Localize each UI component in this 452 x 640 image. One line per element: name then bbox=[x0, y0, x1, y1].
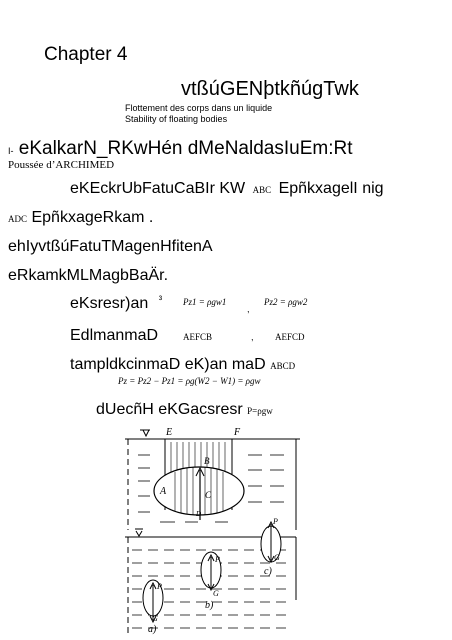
label-a-case: a) bbox=[148, 624, 157, 635]
comma: , bbox=[251, 332, 254, 342]
label-p-a: P bbox=[157, 582, 162, 591]
chapter-heading: Chapter 4 bbox=[44, 44, 128, 65]
lower-diagram bbox=[125, 522, 296, 636]
chapter-title: vtßúGENþtkñúgTwk bbox=[181, 78, 359, 100]
text-run: EpñkxagelI nig bbox=[278, 180, 384, 197]
upper-diagram bbox=[125, 430, 300, 530]
text-run: eKsresr)an bbox=[70, 295, 149, 312]
equation-text: Pz2 = ρgw2 bbox=[264, 297, 308, 307]
label-f: F bbox=[234, 427, 241, 438]
text-run: dUecñH eKGacsresr bbox=[96, 401, 243, 418]
text-run: tampldkcinmaD eK)an maD bbox=[70, 356, 266, 373]
text-run: EpñkxageRkam . bbox=[31, 209, 154, 226]
colon-marker: ³ bbox=[158, 295, 163, 306]
text-run: eKEckrUbFatuCaBIr KW bbox=[70, 180, 246, 197]
label-p-b: P bbox=[215, 555, 220, 564]
label-c-case: c) bbox=[264, 566, 272, 577]
section-title: eKalkarN_RKwHén dMeNaldasIuEm:Rt bbox=[18, 138, 353, 159]
label-g-b: G bbox=[213, 589, 219, 598]
label-e: E bbox=[166, 427, 173, 438]
section-number: I- bbox=[8, 146, 14, 156]
text-run: EdlmanmaD bbox=[70, 327, 159, 344]
label-d: D bbox=[196, 510, 202, 518]
label-a: A bbox=[160, 486, 167, 497]
label-g-c: G bbox=[274, 553, 280, 562]
equation-text: Pz1 = ρgw1 bbox=[183, 297, 227, 307]
label-b-case: b) bbox=[205, 600, 214, 611]
equation-p: P=ρgw bbox=[247, 406, 273, 416]
volume-aefcd: AEFCD bbox=[275, 332, 305, 342]
comma: , bbox=[247, 304, 250, 314]
label-b: B bbox=[204, 456, 210, 466]
subtitle-french: Flottement des corps dans un liquide bbox=[125, 103, 273, 113]
label-adc: ADC bbox=[8, 214, 28, 224]
label-p-c: P bbox=[273, 517, 278, 526]
paragraph-line-3: ehIyvtßúFatuTMagenHfitenA bbox=[8, 238, 213, 255]
label-c: C bbox=[205, 490, 212, 500]
volume-abcd: ABCD bbox=[270, 361, 296, 371]
volume-aefcb: AEFCB bbox=[183, 332, 213, 342]
paragraph-line-4: eRkamkMLMagbBaÄr. bbox=[8, 267, 169, 284]
equation-pz: Pz = Pz2 − Pz1 = ρg(W2 − W1) = ρgw bbox=[118, 376, 261, 386]
label-abc: ABC bbox=[252, 185, 272, 195]
section-subheading: Poussée d’ARCHIMED bbox=[8, 159, 115, 171]
subtitle-english: Stability of floating bodies bbox=[125, 114, 228, 124]
label-g-a: G bbox=[152, 614, 158, 623]
